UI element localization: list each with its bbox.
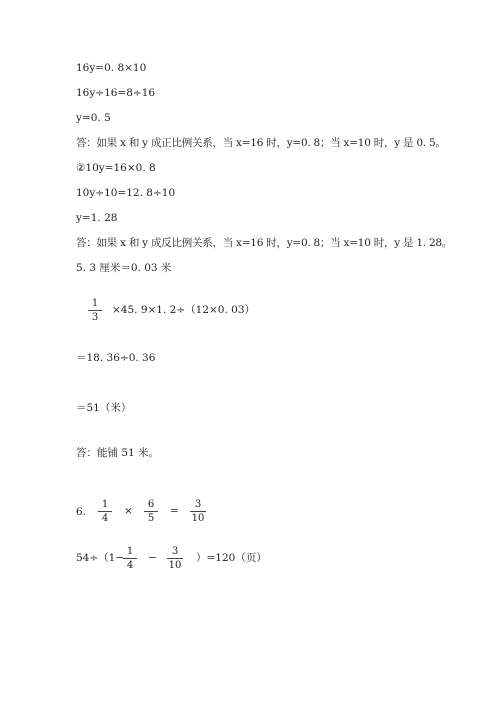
numerator: 1 (101, 499, 109, 510)
unit-conversion-line: 5. 3 厘米＝0. 03 米 (76, 262, 172, 274)
calculation-step-2: ＝18. 36÷0. 36 (76, 352, 156, 364)
fraction-six-fifths (144, 499, 158, 524)
denominator: 10 (191, 513, 205, 524)
fraction-bar (190, 511, 206, 512)
equation-line-2: 16y÷16=8÷16 (76, 87, 156, 99)
answer-line-2: 答：如果 x 和 y 成反比例关系，当 x=16 时，y=0. 8；当 x=10 时，y 是 1. 28。 (76, 237, 453, 249)
numerator: 1 (91, 298, 99, 309)
equation-line-3: y=0. 5 (76, 112, 111, 124)
minus-sign: − (148, 552, 157, 564)
fraction-one-third (88, 298, 102, 323)
fraction-bar (88, 310, 102, 311)
question-number: 6. (76, 506, 87, 518)
denominator: 10 (168, 560, 182, 571)
numerator: 1 (126, 546, 134, 557)
equation-line-5: 10y÷10=12. 8÷10 (76, 187, 176, 199)
equation-line-1: 16y=0. 8×10 (76, 62, 147, 74)
denominator: 4 (126, 560, 134, 571)
pages-equation-suffix: ）=120（页） (196, 552, 267, 564)
equation-line-4: ②10y=16×0. 8 (76, 162, 156, 174)
fraction-one-quarter-b (123, 546, 137, 571)
fraction-bar (167, 558, 183, 559)
fraction-bar (123, 558, 137, 559)
fraction-three-tenths-b (167, 546, 183, 571)
calculation-step-3: ＝51（米） (76, 402, 132, 414)
equals-sign: = (170, 505, 179, 517)
pages-equation-prefix: 54÷（1− (76, 552, 125, 564)
numerator: 6 (147, 499, 155, 510)
times-sign: × (124, 505, 133, 517)
numerator: 3 (171, 546, 179, 557)
final-answer: 答：能铺 51 米。 (76, 447, 160, 459)
denominator: 4 (101, 513, 109, 524)
denominator: 3 (91, 312, 99, 323)
answer-line-1: 答：如果 x 和 y 成正比例关系，当 x=16 时，y=0. 8；当 x=10 时，y 是 0. 5。 (76, 137, 446, 149)
denominator: 5 (147, 513, 155, 524)
numerator: 3 (194, 499, 202, 510)
fraction-one-quarter (98, 499, 112, 524)
equation-line-6: y=1. 28 (76, 212, 118, 224)
fraction-bar (144, 511, 158, 512)
fraction-bar (98, 511, 112, 512)
fraction-three-tenths (190, 499, 206, 524)
expression-rest: ×45. 9×1. 2÷（12×0. 03） (112, 304, 256, 316)
